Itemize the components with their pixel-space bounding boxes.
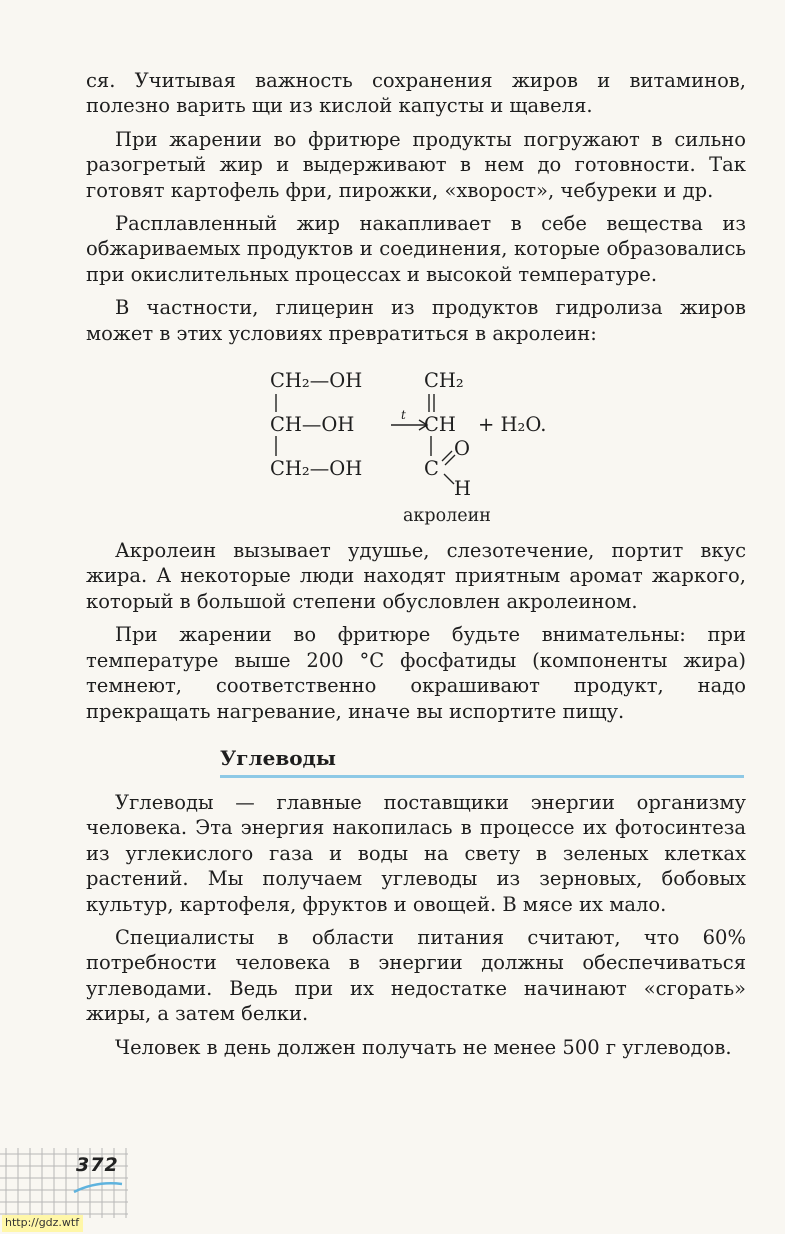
acrolein-c: C: [424, 457, 439, 481]
paragraph: Специалисты в области питания считают, что 60% потребности человека в энергии должны обеспечиваться углеводами. Ведь при их недостатке начинают «сгорать» жиры, а затем белки.: [86, 925, 746, 1026]
byproduct-water: + H₂O.: [478, 413, 547, 437]
bond-line: [444, 474, 454, 484]
page-number: 372: [76, 1154, 119, 1176]
paragraph: Углеводы — главные поставщики энергии организму человека. Эта энергия накопилась в процессе их фотосинтеза из углекислого газа и воды на свету в зеленых клетках растений. Мы получаем углеводы из зерновых, бобовых культур, картофеля, фруктов и овощей. В мясе их мало.: [86, 790, 746, 916]
arrow-condition: t: [401, 408, 406, 423]
glycerol-line-1: CH₂—OH: [270, 369, 363, 393]
paragraph: При жарении во фритюре будьте внимательны: при температуре выше 200 °С фосфатиды (компоненты жира) темнеют, соответственно окрашивают продукт, надо прекращать нагревание, иначе вы испортите пищу.: [86, 623, 746, 723]
paragraph: В частности, глицерин из продуктов гидролиза жиров может в этих условиях превратиться в акролеин:: [86, 296, 746, 345]
glycerol-line-3: CH₂—OH: [270, 457, 363, 481]
section-heading-text: Углеводы: [220, 745, 336, 770]
paragraph: Человек в день должен получать не менее 500 г углеводов.: [115, 1035, 732, 1059]
text-column: [86, 68, 746, 1068]
page-number-swoosh: [74, 1183, 122, 1192]
chemical-equation: [86, 354, 746, 536]
acrolein-ch2: CH₂: [424, 369, 464, 393]
paragraph: Акролеин вызывает удушье, слезотечение, портит вкус жира. А некоторые люди находят приятным аромат жаркого, который в большой степени обусловлен акролеином.: [86, 539, 746, 613]
acrolein-ch: CH: [424, 413, 456, 437]
acrolein-h: H: [454, 477, 472, 501]
acrolein-o: O: [454, 437, 470, 461]
watermark: http://gdz.wtf: [2, 1215, 83, 1232]
section-heading: [86, 746, 746, 776]
heading-rule: [220, 775, 744, 778]
paragraph: Расплавленный жир накапливает в себе вещества из обжариваемых продуктов и соединения, которые образовались при окислительных процессах и высокой температуре.: [86, 212, 746, 286]
paragraph: ся. Учитывая важность сохранения жиров и витаминов, полезно варить щи из кислой капусты и щавеля.: [86, 69, 746, 118]
glycerol-line-2: CH—OH: [270, 413, 355, 437]
paragraph: При жарении во фритюре продукты погружают в сильно разогретый жир и выдерживают в нем до готовности. Так готовят картофель фри, пирожки, «хворост», чебуреки и др.: [86, 127, 746, 202]
acrolein-caption: акролеин: [403, 506, 491, 527]
